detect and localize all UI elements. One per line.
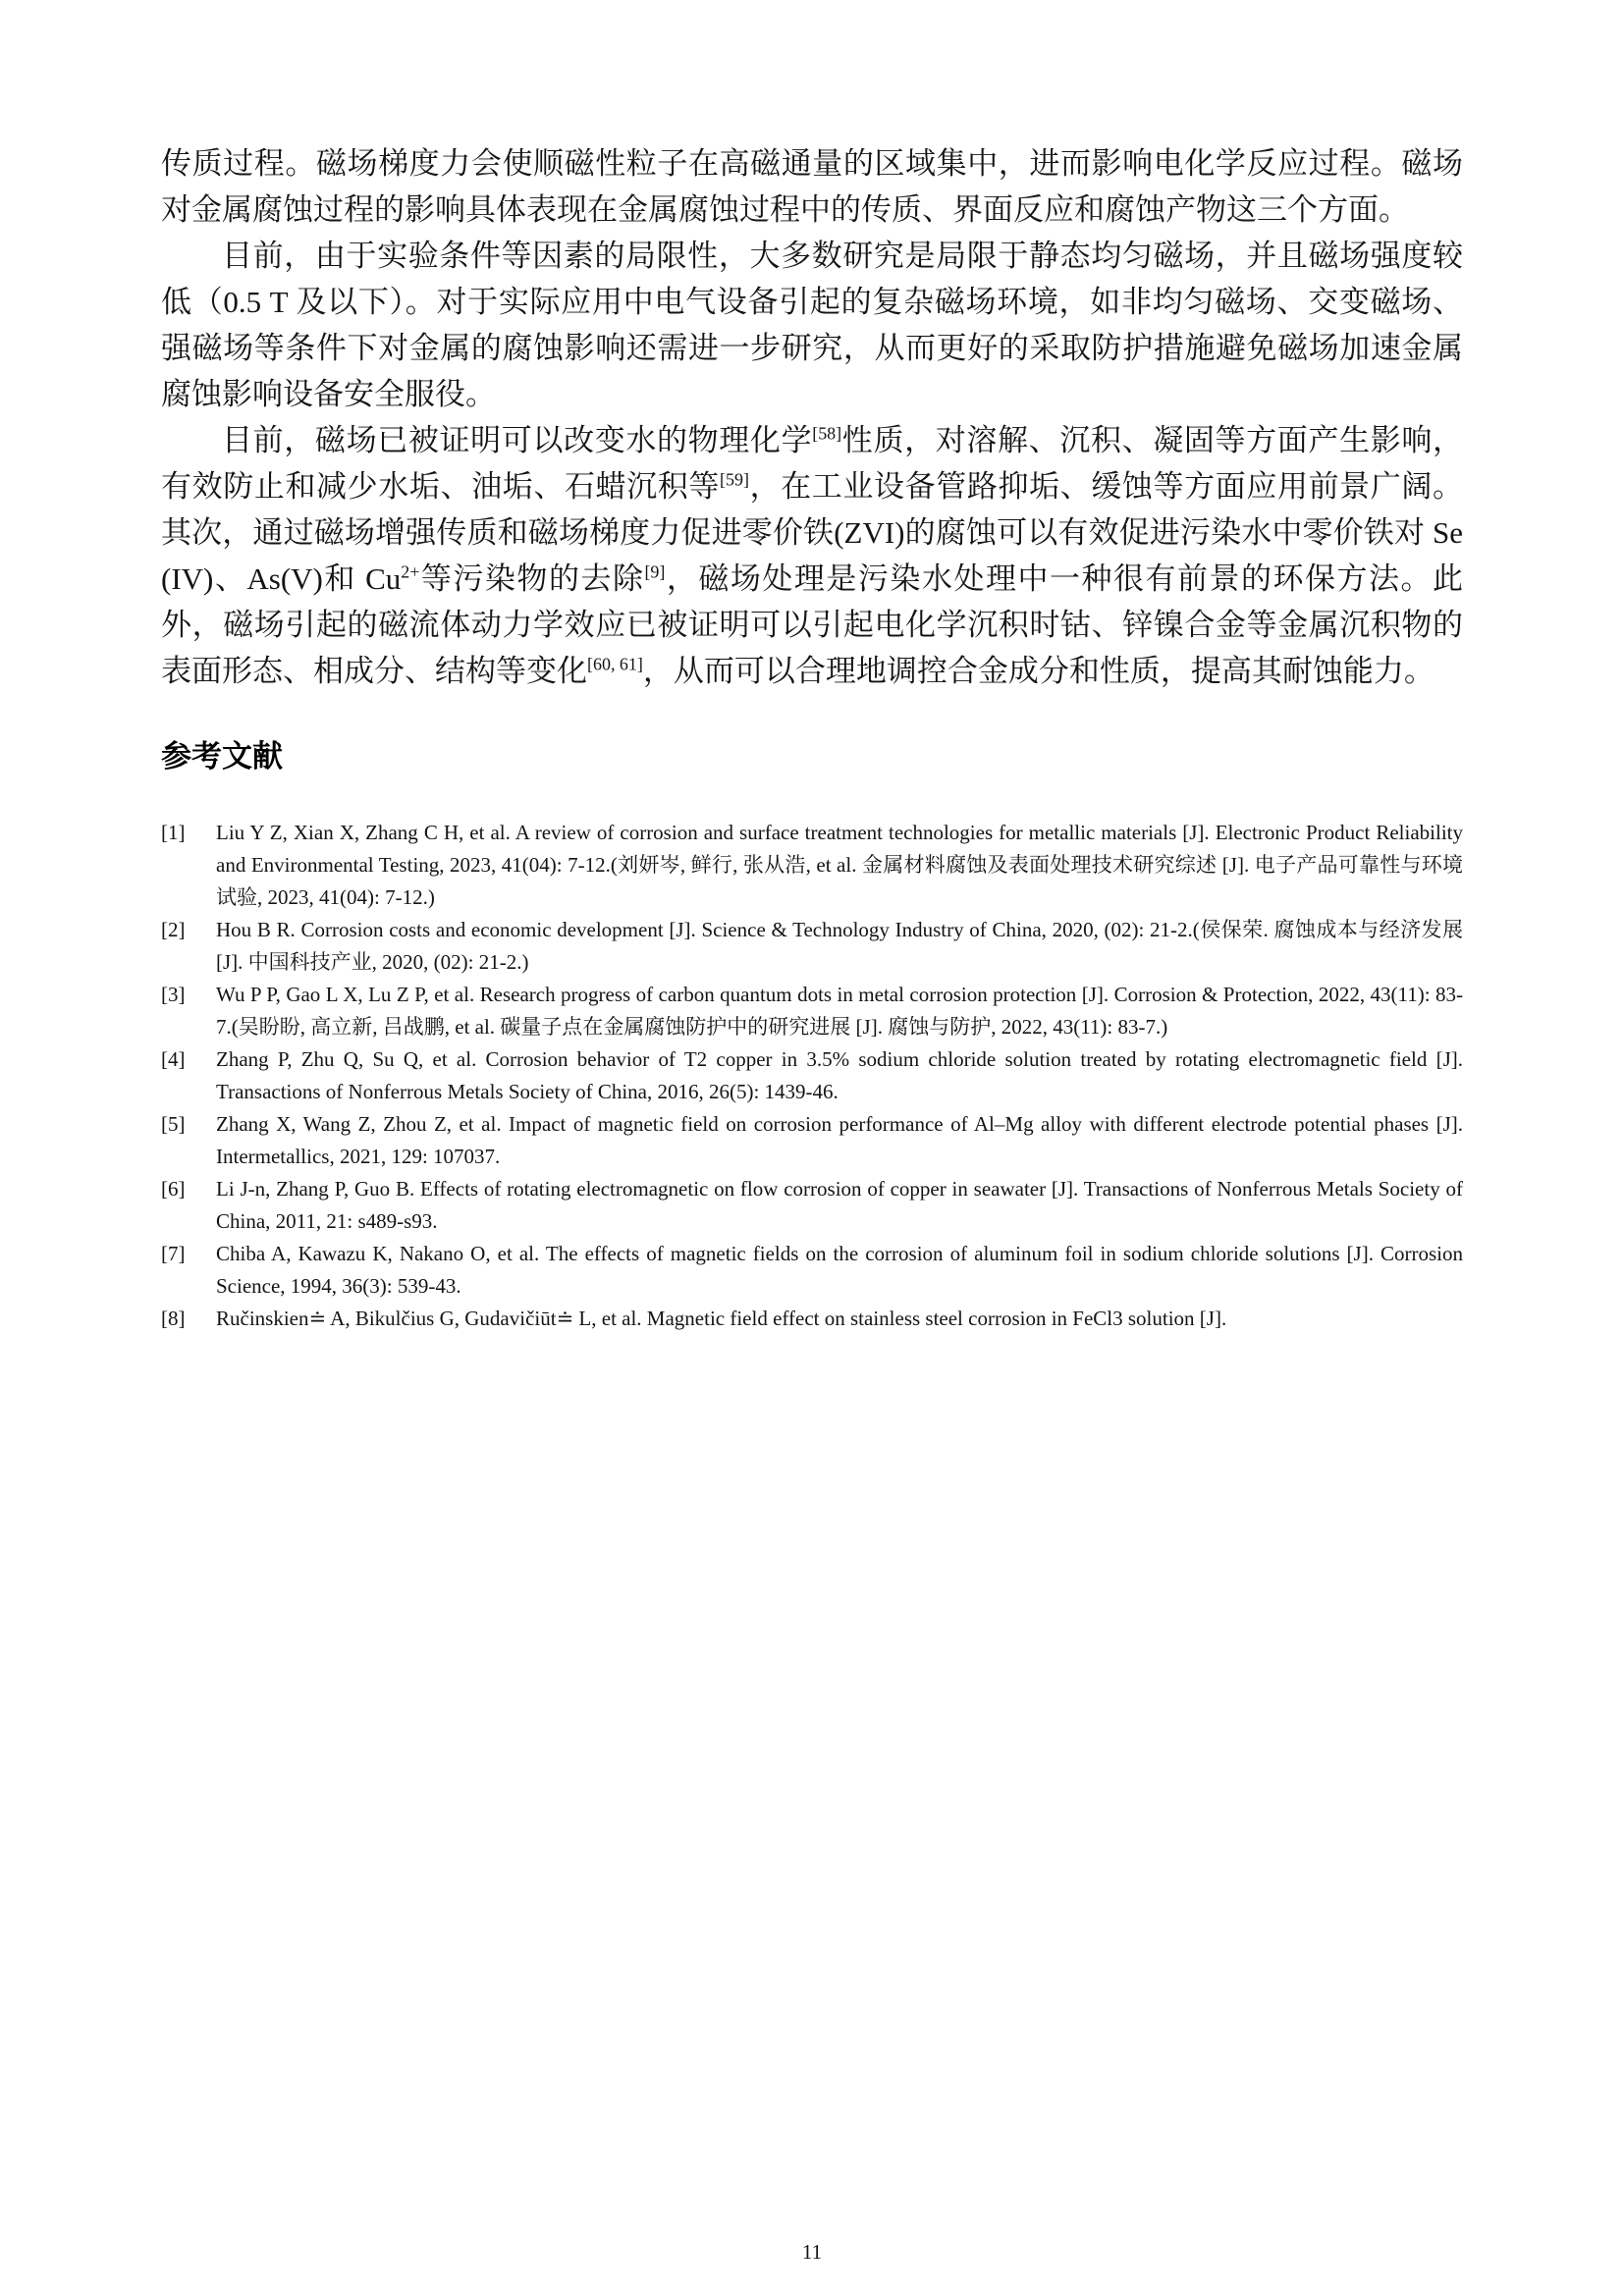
- body-paragraph-1: 传质过程。磁场梯度力会使顺磁性粒子在高磁通量的区域集中，进而影响电化学反应过程。磁场对金属腐蚀过程的影响具体表现在金属腐蚀过程中的传质、界面反应和腐蚀产物这三个方面。: [161, 146, 1463, 227]
- reference-item-5: [161, 1108, 1463, 1173]
- reference-number: [6]: [161, 1177, 186, 1201]
- reference-number: [8]: [161, 1307, 186, 1330]
- paragraph-3-text-2: 性质，对溶解、沉积、凝固等方面产生影响，有效防止和减少水垢、油垢、石蜡沉积等: [161, 423, 1464, 504]
- paragraph-3-text-6: ，从而可以合理地调控合金成分和性质，提高其耐蚀能力。: [642, 654, 1435, 688]
- reference-number: [2]: [161, 918, 186, 941]
- paragraph-3-text-1: 目前，磁场已被证明可以改变水的物理化学: [222, 423, 813, 457]
- reference-item-8: [161, 1303, 1463, 1335]
- page-number: 11: [801, 2240, 823, 2264]
- reference-number: [5]: [161, 1112, 186, 1136]
- reference-item-7: [161, 1238, 1463, 1303]
- reference-item-6: [161, 1173, 1463, 1238]
- reference-number: [3]: [161, 983, 186, 1006]
- paragraph-3-text-3: ，在工业设备管路抑垢、缓蚀等方面应用前景广阔。其次，通过磁场增强传质和磁场梯度力促进零价铁(ZVI)的腐蚀可以有效促进污染水中零价铁对 Se (IV)、As(V)和 Cu: [161, 469, 1464, 596]
- reference-item-4: [161, 1043, 1463, 1108]
- reference-text: Ručinskien≐ A, Bikulčius G, Gudavičiūt≐ L, et al. Magnetic field effect on stainless steel corrosion in FeCl3 solution [J].: [216, 1307, 1227, 1330]
- paragraph-3-text-4: 等污染物的去除: [419, 561, 645, 596]
- reference-item-1: [161, 817, 1463, 914]
- body-paragraph-3: [161, 417, 1463, 694]
- superscript-cu-charge: 2+: [401, 561, 420, 582]
- references-heading: 参考文献: [161, 739, 283, 774]
- paragraph-3-text-5: ，磁场处理是污染水处理中一种很有前景的环保方法。此外，磁场引起的磁流体动力学效应已被证明可以引起电化学沉积时钴、锌镍合金等金属沉积物的表面形态、相成分、结构等变化: [161, 561, 1463, 688]
- body-paragraph-2: 目前，由于实验条件等因素的局限性，大多数研究是局限于静态均匀磁场，并且磁场强度较低（0.5 T 及以下）。对于实际应用中电气设备引起的复杂磁场环境，如非均匀磁场、交变磁场、强磁场等条件下对金属的腐蚀影响还需进一步研究，从而更好的采取防护措施避免磁场加速金属腐蚀影响设备安全服役。: [161, 239, 1463, 411]
- reference-text: Liu Y Z, Xian X, Zhang C H, et al. A review of corrosion and surface treatment technologies for metallic materials [J]. Electronic Product Reliability and Environmental Testing, 2023, 41(04): 7-12.(刘妍岑, 鲜行, 张从浩, et al. 金属材料腐蚀及表面处理技术研究综述 [J]. 电子产品可靠性与环境试验, 2023, 41(04): 7-12.): [216, 821, 1463, 909]
- citation-ref-60-61: [60, 61]: [587, 654, 643, 674]
- citation-ref-59: [59]: [720, 469, 749, 490]
- citation-ref-9: [9]: [644, 561, 666, 582]
- reference-item-3: [161, 979, 1463, 1043]
- reference-text: Zhang P, Zhu Q, Su Q, et al. Corrosion behavior of T2 copper in 3.5% sodium chloride solution treated by rotating electromagnetic field [J]. Transactions of Nonferrous Metals Society of China, 2016, 26(5): 1439-46.: [216, 1047, 1463, 1103]
- reference-text: Chiba A, Kawazu K, Nakano O, et al. The effects of magnetic fields on the corrosion of aluminum foil in sodium chloride solutions [J]. Corrosion Science, 1994, 36(3): 539-43.: [216, 1242, 1463, 1298]
- reference-number: [1]: [161, 821, 186, 844]
- reference-text: Li J-n, Zhang P, Guo B. Effects of rotating electromagnetic on flow corrosion of copper in seawater [J]. Transactions of Nonferrous Metals Society of China, 2011, 21: s489-s93.: [216, 1177, 1463, 1233]
- citation-ref-58: [58]: [812, 423, 842, 444]
- reference-text: Wu P P, Gao L X, Lu Z P, et al. Research progress of carbon quantum dots in metal corrosion protection [J]. Corrosion & Protection, 2022, 43(11): 83-7.(吴盼盼, 高立新, 吕战鹏, et al. 碳量子点在金属腐蚀防护中的研究进展 [J]. 腐蚀与防护, 2022, 43(11): 83-7.): [216, 983, 1463, 1039]
- reference-text: Zhang X, Wang Z, Zhou Z, et al. Impact of magnetic field on corrosion performance of Al–Mg alloy with different electrode potential phases [J]. Intermetallics, 2021, 129: 107037.: [216, 1112, 1463, 1168]
- reference-text: Hou B R. Corrosion costs and economic development [J]. Science & Technology Industry of China, 2020, (02): 21-2.(侯保荣. 腐蚀成本与经济发展 [J]. 中国科技产业, 2020, (02): 21-2.): [216, 918, 1463, 974]
- reference-item-2: [161, 914, 1463, 979]
- reference-number: [7]: [161, 1242, 186, 1265]
- reference-number: [4]: [161, 1047, 186, 1071]
- references-list: [161, 817, 1463, 1335]
